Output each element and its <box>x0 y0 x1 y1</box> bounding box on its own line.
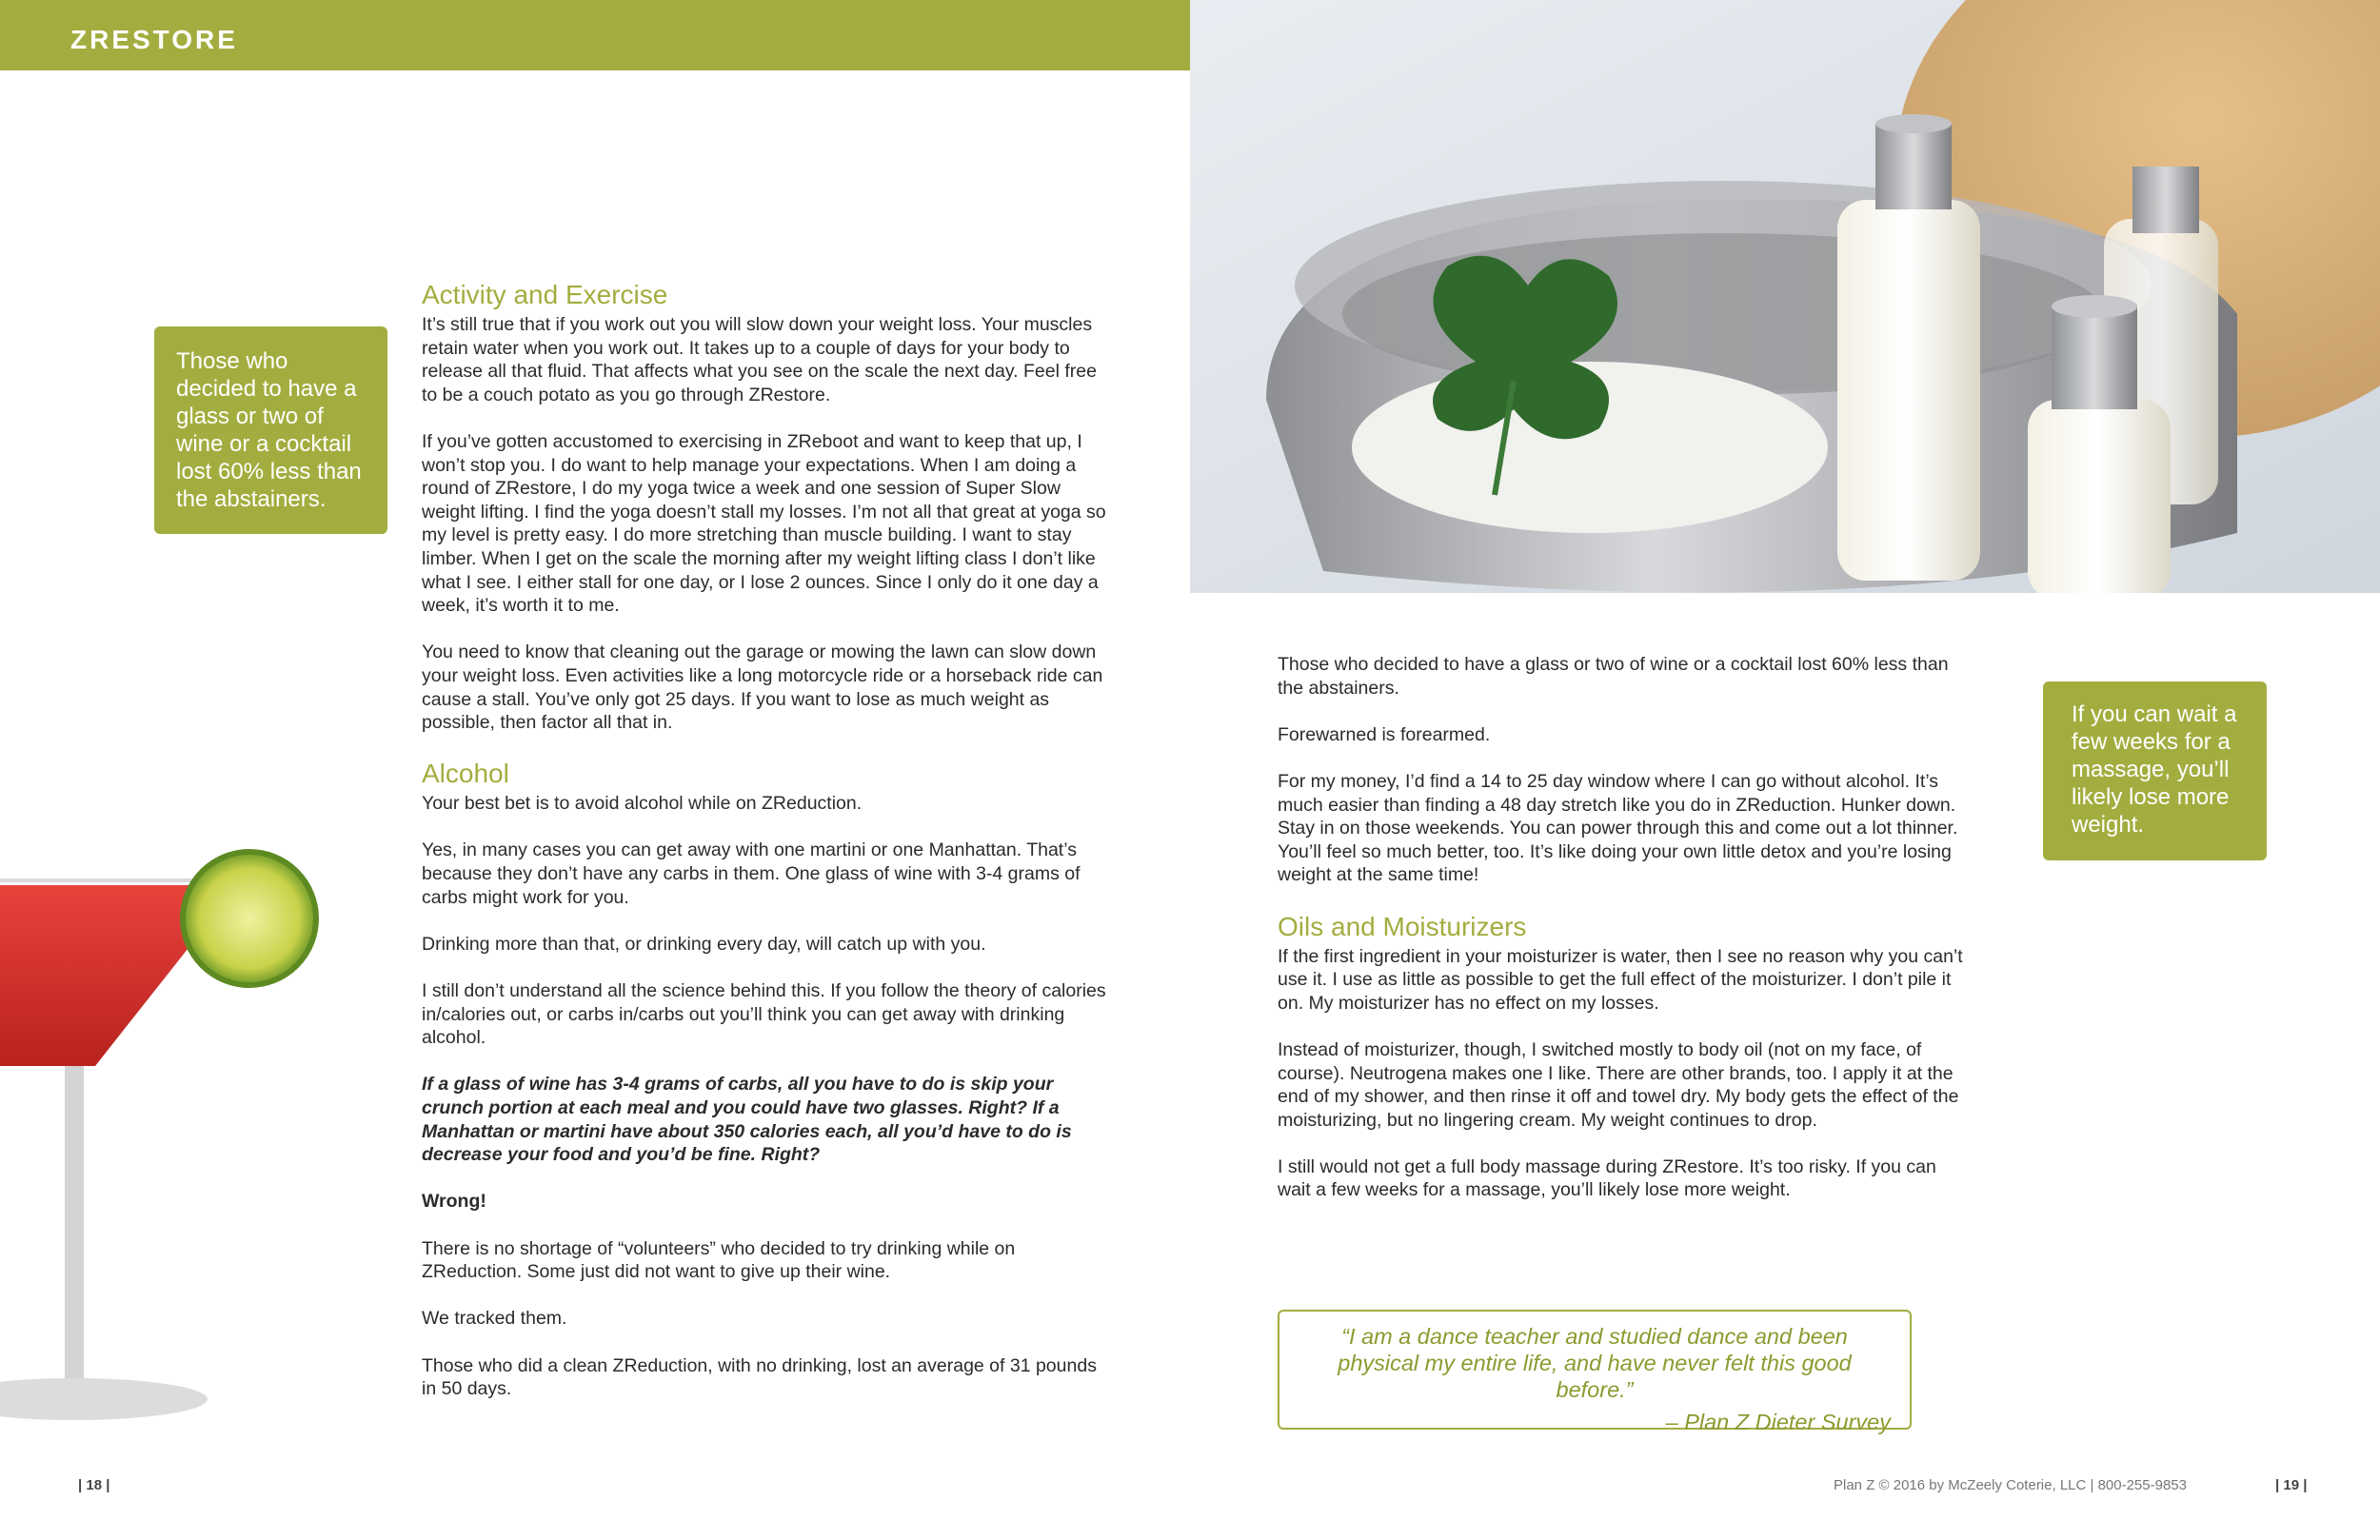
paragraph: Yes, in many cases you can get away with one martini or one Manhattan. That’s because they don’t have any carbs in them. One glass of wine with 3-4 grams of carbs might work for you. <box>422 839 1081 908</box>
copyright-footer: Plan Z © 2016 by McZeely Coterie, LLC | 800-255-9853 <box>1834 1477 2187 1493</box>
pull-quote-callout-right <box>2043 681 2267 860</box>
paragraph: Instead of moisturizer, though, I switched mostly to body oil (not on my face, of course). Neutrogena makes one I like. There are other brands, too. I apply it at the end of my shower, and then rinse it off and towel dry. My body gets the effect of the moisturizing, but no lingering cream. My weight continues to drop. <box>1278 1038 1959 1131</box>
page-number-left: | 18 | <box>78 1477 110 1493</box>
paragraph: Your best bet is to avoid alcohol while on ZReduction. <box>422 793 863 815</box>
paragraph: For my money, I’d find a 14 to 25 day window where I can go without alcohol. It’s much easier than finding a 48 day stretch like you do in ZReduction. Hunker down. Stay in on those weekends. You can power through this and come out a lot thinner. You’ll feel so much better, too. It’s like doing your own little detox and you’re losing weight at the same time! <box>1278 770 1958 886</box>
right-column <box>1278 653 1968 1202</box>
header-bar <box>0 0 1190 70</box>
paragraph: I still don’t understand all the science behind this. If you follow the theory of calories in/calories out, or carbs in/carbs out you’ll think you can get away with drinking alcohol. <box>422 980 1106 1049</box>
callout-text: Those who decided to have a glass or two of wine or a cocktail lost 60% less than the abstainers. <box>176 348 362 512</box>
heading-activity: Activity and Exercise <box>422 280 668 309</box>
heading-oils: Oils and Moisturizers <box>1278 911 1527 941</box>
spa-bottles-photo <box>1190 0 2380 593</box>
paragraph: You need to know that cleaning out the garage or mowing the lawn can slow down your weight loss. Even activities like a long motorcycle ride or a horseback ride can cause a stall. You’ve only got 25 days. If you want to lose as much weight as possible, then factor all that in. <box>422 642 1103 734</box>
paragraph: There is no shortage of “volunteers” who decided to try drinking while on ZReduction. Some just did not want to give up their wine. <box>422 1237 1016 1283</box>
paragraph: Those who decided to have a glass or two of wine or a cocktail lost 60% less than the abstainers. <box>1278 654 1949 699</box>
paragraph: We tracked them. <box>422 1308 567 1330</box>
quote-attribution: – Plan Z Dieter Survey <box>1665 1410 1891 1434</box>
paragraph: Drinking more than that, or drinking every day, will catch up with you. <box>422 933 986 955</box>
heading-alcohol: Alcohol <box>422 759 509 789</box>
paragraph: If you’ve gotten accustomed to exercising in ZReboot and want to keep that up, I won’t stop you. I do want to help manage your expectations. When I am doing a round of ZRestore, I do my yoga twice a week and one session of Super Slow weight lifting. I find the yoga doesn’t stall my losses. I’m not all that great at yoga so my level is pretty easy. I do more stretching than muscle building. I want to stay limber. When I get on the scale the morning after my weight lifting class I don’t like what I see. I either stall for one day, or I lose 2 ounces. Since I only do it one day a week, it’s worth it to me. <box>422 430 1106 617</box>
page-number-right: | 19 | <box>2275 1477 2308 1493</box>
callout-text: If you can wait a few weeks for a massage, you’ll likely lose more weight. <box>2072 701 2237 838</box>
emphasis-paragraph: If a glass of wine has 3-4 grams of carbs, all you have to do is skip your crunch portion at each meal and you could have two glasses. Right? If a Manhattan or martini have about 350 calories each, all you’d have to do is decrease your food and you’d be fine. Right? <box>422 1074 1072 1166</box>
emphasis-paragraph: Wrong! <box>422 1191 486 1213</box>
quote-text: “I am a dance teacher and studied dance and been physical my entire life, and have never felt this good before.” <box>1338 1324 1852 1402</box>
left-column <box>422 279 1107 1401</box>
paragraph: It’s still true that if you work out you will slow down your weight loss. Your muscles retain water when you work out. It takes up to a couple of days for your body to release all that fluid. That affects what you see on the scale the next day. Feel free to be a couch potato as you go through ZRestore. <box>422 314 1097 405</box>
cocktail-glass-photo <box>0 828 324 1437</box>
paragraph: I still would not get a full body massage during ZRestore. It’s too risky. If you can wait a few weeks for a massage, you’ll likely lose more weight. <box>1278 1155 1936 1201</box>
section-title: ZRESTORE <box>70 25 238 54</box>
pull-quote-callout-left <box>154 326 387 534</box>
testimonial-quote-box <box>1278 1310 1912 1434</box>
paragraph: If the first ingredient in your moisturizer is water, then I see no reason why you can’t use it. I use as little as possible to get the full effect of the moisturizer. I don’t pile it on. My moisturizer has no effect on my losses. <box>1278 945 1963 1014</box>
paragraph: Forewarned is forearmed. <box>1278 723 1491 745</box>
paragraph: Those who did a clean ZReduction, with no drinking, lost an average of 31 pounds in 50 days. <box>422 1354 1097 1400</box>
